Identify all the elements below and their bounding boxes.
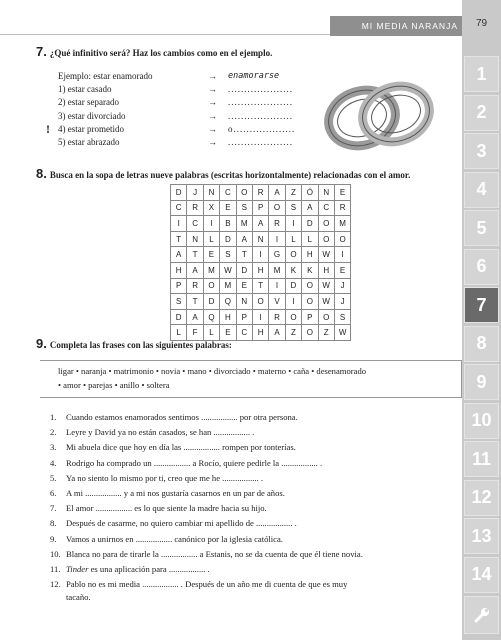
- grid-cell[interactable]: H: [302, 247, 318, 263]
- sentence-item: [50, 427, 254, 437]
- grid-row: [171, 216, 351, 232]
- grid-cell[interactable]: L: [203, 231, 219, 247]
- sentence-number: 7.: [50, 503, 57, 514]
- running-header: [0, 16, 462, 36]
- grid-cell[interactable]: N: [252, 231, 268, 247]
- grid-cell[interactable]: N: [318, 185, 334, 201]
- exercise-9-heading: [36, 336, 232, 351]
- grid-cell[interactable]: A: [252, 216, 268, 232]
- grid-cell[interactable]: E: [203, 247, 219, 263]
- grid-cell[interactable]: W: [334, 325, 350, 341]
- grid-row: [171, 200, 351, 216]
- header-title: MI MEDIA NARANJA: [361, 21, 458, 31]
- grid-cell[interactable]: M: [334, 216, 350, 232]
- sentence-text: es una aplicación para ................. .: [88, 564, 210, 574]
- grid-cell[interactable]: C: [220, 185, 236, 201]
- chapter-tab-7[interactable]: 7: [464, 287, 499, 323]
- grid-cell[interactable]: Q: [203, 309, 219, 325]
- grid-cell[interactable]: J: [187, 185, 203, 201]
- grid-cell[interactable]: F: [187, 325, 203, 341]
- grid-cell[interactable]: T: [187, 294, 203, 310]
- sentence-text: Pablo no es mi media ................. . Después de un año me di cuenta de que es muy: [66, 579, 348, 590]
- sentence-number: 6.: [50, 488, 57, 498]
- sentence-continuation: tacaño.: [66, 592, 91, 603]
- grid-cell[interactable]: W: [318, 278, 334, 294]
- grid-cell[interactable]: O: [203, 278, 219, 294]
- sentence-item: [50, 518, 297, 528]
- grid-cell[interactable]: O: [302, 294, 318, 310]
- grid-cell[interactable]: S: [220, 247, 236, 263]
- sentence-item: [50, 458, 322, 468]
- sentence-text: Vamos a unirnos en ................. canónico por la iglesia católica.: [66, 533, 283, 544]
- exercise-7-instruction: ¿Qué infinitivo será? Haz los cambios como en el ejemplo.: [49, 48, 273, 58]
- chapter-tab-3[interactable]: 3: [464, 133, 499, 169]
- grid-cell[interactable]: L: [171, 325, 187, 341]
- grid-cell[interactable]: O: [302, 278, 318, 294]
- grid-cell[interactable]: R: [334, 200, 350, 216]
- grid-cell[interactable]: O: [302, 325, 318, 341]
- sentence-item: [50, 549, 363, 559]
- grid-cell[interactable]: D: [236, 262, 252, 278]
- grid-cell[interactable]: I: [285, 216, 301, 232]
- sentence-text: Ya no siento lo mismo por ti, creo que me he ................. .: [66, 472, 264, 483]
- grid-cell[interactable]: R: [269, 309, 285, 325]
- grid-row: [171, 294, 351, 310]
- arrow-icon: →: [208, 84, 217, 95]
- sentence-item: [50, 503, 267, 513]
- exercise-9-number: 9.: [36, 336, 47, 351]
- grid-cell[interactable]: E: [236, 278, 252, 294]
- grid-cell[interactable]: O: [318, 216, 334, 232]
- answer-blank[interactable]: ....................: [228, 137, 293, 147]
- grid-cell[interactable]: T: [252, 278, 268, 294]
- chapter-tab-14[interactable]: 14: [464, 557, 499, 593]
- grid-cell[interactable]: T: [171, 231, 187, 247]
- grid-cell[interactable]: D: [220, 231, 236, 247]
- chapter-tab-9[interactable]: 9: [464, 364, 499, 400]
- tools-tab[interactable]: [464, 596, 499, 634]
- sentence-text: Cuando estamos enamorados sentimos ................. por otra persona.: [66, 412, 298, 422]
- grid-cell[interactable]: Ó: [302, 185, 318, 201]
- sentence-item: [50, 564, 210, 574]
- arrow-icon: →: [208, 123, 217, 134]
- grid-cell[interactable]: I: [252, 247, 268, 263]
- sentence-text: Mi abuela dice que hoy en día las ................. rompen por tonterías.: [66, 442, 296, 453]
- grid-cell[interactable]: A: [187, 262, 203, 278]
- example-label: Ejemplo: estar enamorado: [58, 71, 153, 81]
- grid-cell[interactable]: Z: [285, 185, 301, 201]
- grid-cell[interactable]: A: [236, 231, 252, 247]
- chapter-tab-12[interactable]: 12: [464, 480, 499, 516]
- answer-blank[interactable]: ....................: [228, 84, 293, 95]
- sentence-text: A mi ................. y a mi nos gustaría casarnos en un par de años.: [66, 488, 285, 498]
- sentence-item: [50, 473, 263, 483]
- sentence-item: [50, 412, 298, 422]
- grid-cell[interactable]: C: [318, 200, 334, 216]
- grid-cell[interactable]: P: [236, 309, 252, 325]
- sentence-item: [50, 442, 296, 452]
- grid-row: [171, 185, 351, 201]
- chapter-tab-6[interactable]: 6: [464, 249, 499, 285]
- grid-cell[interactable]: A: [302, 200, 318, 216]
- grid-cell[interactable]: E: [220, 325, 236, 341]
- sentence-number: 12.: [50, 579, 61, 590]
- grid-cell[interactable]: D: [302, 216, 318, 232]
- grid-cell[interactable]: N: [203, 185, 219, 201]
- sentence-number: 4.: [50, 457, 57, 468]
- grid-cell[interactable]: C: [171, 200, 187, 216]
- page-number: 79: [475, 18, 488, 29]
- grid-cell[interactable]: H: [220, 309, 236, 325]
- exercise-8-heading: [36, 166, 410, 181]
- grid-cell[interactable]: V: [269, 294, 285, 310]
- grid-cell[interactable]: G: [269, 247, 285, 263]
- grid-cell[interactable]: O: [252, 294, 268, 310]
- grid-cell[interactable]: A: [171, 247, 187, 263]
- arrow-icon: →: [208, 110, 217, 121]
- grid-cell[interactable]: X: [203, 200, 219, 216]
- grid-cell[interactable]: R: [187, 200, 203, 216]
- grid-cell[interactable]: B: [220, 216, 236, 232]
- chapter-tab-2[interactable]: 2: [464, 95, 499, 131]
- grid-cell[interactable]: S: [334, 309, 350, 325]
- word-bank-line-2: • amor • parejas • anillo • soltera: [58, 380, 170, 390]
- grid-cell[interactable]: O: [285, 247, 301, 263]
- grid-cell[interactable]: W: [318, 247, 334, 263]
- grid-cell[interactable]: C: [236, 325, 252, 341]
- sentence-text: Leyre y David ya no están casados, se han ................. .: [66, 427, 255, 438]
- grid-cell[interactable]: W: [220, 262, 236, 278]
- grid-cell[interactable]: I: [285, 294, 301, 310]
- chapter-tab-1[interactable]: 1: [464, 56, 499, 92]
- grid-cell[interactable]: I: [269, 278, 285, 294]
- sentence-number: 1.: [50, 412, 57, 422]
- sentence-number: 11.: [50, 564, 61, 574]
- grid-cell[interactable]: P: [171, 278, 187, 294]
- grid-row: [171, 262, 351, 278]
- grid-cell[interactable]: K: [302, 262, 318, 278]
- grid-cell[interactable]: M: [203, 262, 219, 278]
- item-label: 5) estar abrazado: [58, 137, 120, 147]
- grid-cell[interactable]: C: [187, 216, 203, 232]
- grid-cell[interactable]: O: [269, 200, 285, 216]
- grid-cell[interactable]: Q: [220, 294, 236, 310]
- grid-row: [171, 278, 351, 294]
- grid-cell[interactable]: A: [269, 325, 285, 341]
- arrow-icon: →: [208, 97, 217, 108]
- example-answer: enamorarse: [228, 71, 280, 81]
- grid-cell[interactable]: J: [334, 294, 350, 310]
- item-label: 3) estar divorciado: [58, 110, 126, 121]
- sentence-number: 8.: [50, 518, 57, 529]
- word-bank: [40, 360, 462, 398]
- exercise-8-number: 8.: [36, 166, 47, 181]
- grid-cell[interactable]: O: [334, 231, 350, 247]
- sentence-item: [50, 579, 347, 589]
- grid-cell[interactable]: A: [187, 309, 203, 325]
- grid-cell[interactable]: H: [252, 325, 268, 341]
- chapter-tab-4[interactable]: 4: [464, 172, 499, 208]
- grid-row: [171, 309, 351, 325]
- grid-cell[interactable]: N: [187, 231, 203, 247]
- sentence-number: 5.: [50, 472, 57, 483]
- grid-cell[interactable]: E: [334, 262, 350, 278]
- grid-cell[interactable]: H: [318, 262, 334, 278]
- sentence-number: 9.: [50, 533, 57, 544]
- grid-cell[interactable]: M: [236, 216, 252, 232]
- grid-cell[interactable]: E: [220, 200, 236, 216]
- word-search-grid: [170, 184, 351, 341]
- grid-cell[interactable]: W: [318, 294, 334, 310]
- grid-cell[interactable]: Z: [318, 325, 334, 341]
- grid-cell[interactable]: R: [187, 278, 203, 294]
- chapter-tab-8[interactable]: 8: [464, 326, 499, 362]
- sentence-item: [50, 534, 283, 544]
- answer-blank[interactable]: o...................: [228, 123, 296, 134]
- grid-row: [171, 247, 351, 263]
- item-label: 4) estar prometido: [58, 123, 124, 134]
- sentence-text: El amor ................. es lo que siente la madre hacia su hijo.: [66, 503, 267, 514]
- wrench-icon: [472, 605, 492, 625]
- chapter-tab-13[interactable]: 13: [464, 518, 499, 554]
- sentence-text: Después de casarme, no quiero cambiar mi apellido de ................. .: [66, 518, 297, 529]
- wedding-rings-illustration: [322, 66, 440, 168]
- grid-cell[interactable]: T: [187, 247, 203, 263]
- grid-cell[interactable]: D: [285, 278, 301, 294]
- arrow-icon: →: [208, 137, 217, 147]
- grid-cell[interactable]: K: [285, 262, 301, 278]
- grid-row: [171, 231, 351, 247]
- grid-cell[interactable]: R: [252, 185, 268, 201]
- sentence-number: 2.: [50, 427, 57, 438]
- exercise-8-instruction: Busca en la sopa de letras nueve palabras (escritas horizontalmente) relacionadas con el amor.: [49, 170, 411, 180]
- item-label: 1) estar casado: [58, 84, 112, 95]
- grid-cell[interactable]: I: [171, 216, 187, 232]
- grid-cell[interactable]: L: [285, 231, 301, 247]
- grid-cell[interactable]: Z: [285, 325, 301, 341]
- warning-mark: !: [46, 122, 50, 136]
- grid-cell[interactable]: R: [269, 216, 285, 232]
- grid-cell[interactable]: D: [203, 294, 219, 310]
- grid-cell[interactable]: P: [302, 309, 318, 325]
- grid-cell[interactable]: T: [236, 247, 252, 263]
- grid-cell[interactable]: I: [334, 247, 350, 263]
- sentence-text: Rodrigo ha comprado un ................. a Rocío, quiere pedirle la ................. .: [66, 457, 323, 468]
- grid-cell[interactable]: I: [269, 231, 285, 247]
- grid-cell[interactable]: O: [318, 231, 334, 247]
- exercise-9-instruction: Completa las frases con las siguientes palabras:: [49, 340, 232, 350]
- grid-cell[interactable]: I: [203, 216, 219, 232]
- grid-cell[interactable]: L: [203, 325, 219, 341]
- grid-cell[interactable]: I: [252, 309, 268, 325]
- grid-cell[interactable]: O: [236, 185, 252, 201]
- grid-cell[interactable]: D: [171, 309, 187, 325]
- grid-cell[interactable]: M: [220, 278, 236, 294]
- grid-cell[interactable]: H: [171, 262, 187, 278]
- grid-cell[interactable]: S: [171, 294, 187, 310]
- exercise-7-heading: [36, 44, 272, 59]
- grid-cell[interactable]: H: [252, 262, 268, 278]
- grid-cell[interactable]: S: [285, 200, 301, 216]
- grid-cell[interactable]: E: [334, 185, 350, 201]
- grid-cell[interactable]: O: [318, 309, 334, 325]
- grid-cell[interactable]: L: [302, 231, 318, 247]
- answer-blank[interactable]: ....................: [228, 110, 293, 121]
- grid-cell[interactable]: O: [285, 309, 301, 325]
- grid-cell[interactable]: D: [171, 185, 187, 201]
- chapter-tab-11[interactable]: 11: [464, 441, 499, 477]
- sentence-item: [50, 488, 285, 498]
- word-bank-line-1: ligar • naranja • matrimonio • novia • mano • divorciado • materno • caña • desenamorado: [58, 366, 367, 376]
- chapter-tab-5[interactable]: 5: [464, 210, 499, 246]
- grid-cell[interactable]: A: [269, 185, 285, 201]
- sentence-number: 3.: [50, 442, 57, 453]
- grid-cell[interactable]: S: [236, 200, 252, 216]
- app-name: Tinder: [66, 564, 89, 574]
- exercise-7-number: 7.: [36, 44, 47, 59]
- chapter-tab-10[interactable]: 10: [464, 403, 499, 439]
- answer-blank[interactable]: ....................: [228, 97, 293, 108]
- sentence-number: 10.: [50, 548, 61, 559]
- grid-cell[interactable]: M: [269, 262, 285, 278]
- item-label: 2) estar separado: [58, 97, 119, 108]
- arrow-icon: →: [208, 71, 217, 81]
- sentence-text: Blanca no para de tirarle la ................. a Estanis, no se da cuenta de que él tiene novia.: [66, 548, 363, 559]
- grid-cell[interactable]: J: [334, 278, 350, 294]
- grid-cell[interactable]: N: [236, 294, 252, 310]
- header-rule: [0, 34, 330, 35]
- grid-cell[interactable]: P: [252, 200, 268, 216]
